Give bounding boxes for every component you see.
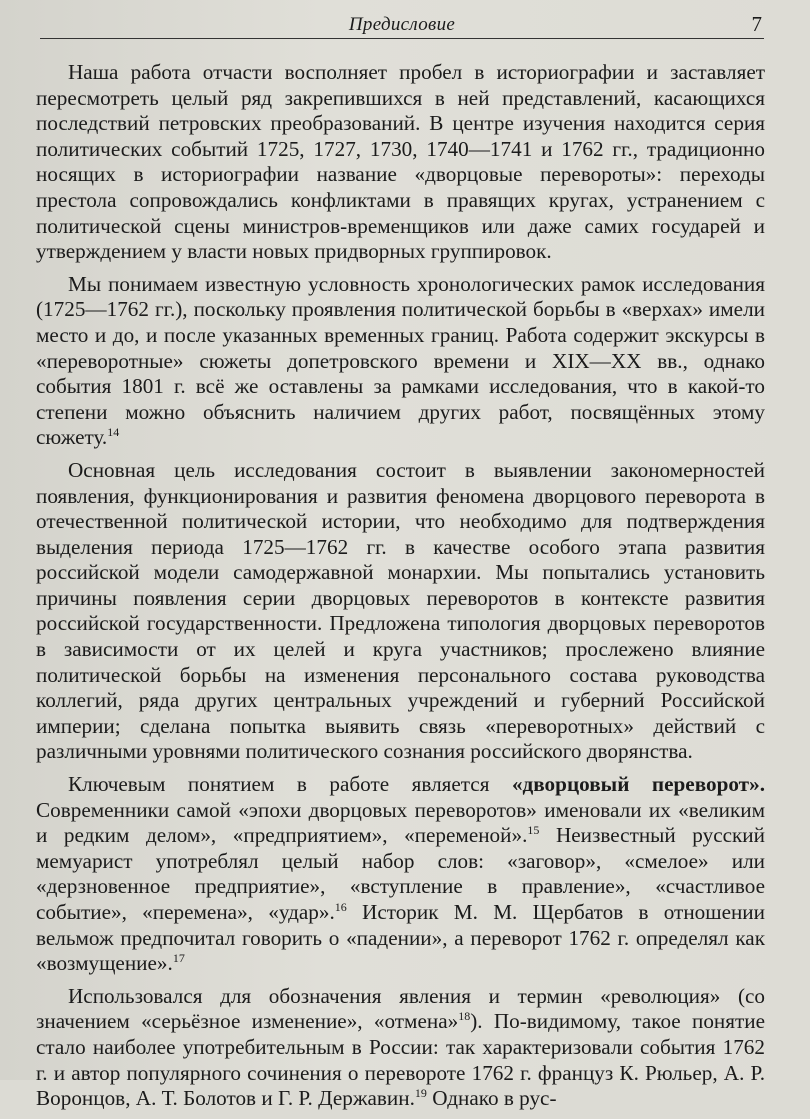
paragraph-text: ). По-видимому, такое понятие стало наиболее употребительным в России: так характеризовали события 1762 г. и автор популярного сочинения о перевороте 1762 г. француз К. Рюльер, А. Р. Воронцов, А. Т. Болотов и Г. Р. Державин. (36, 1009, 765, 1111)
footnote-ref[interactable]: 14 (107, 425, 120, 440)
paragraph-5 (36, 984, 765, 1112)
page-number: 7 (751, 12, 762, 36)
paragraph-text: Основная цель исследования состоит в выявлении закономерностей появления, функционирования и развития феномена дворцового переворота в отечественной политической истории, что необходимо для подтверждения выделения периода 1725—1762 гг. в качестве особого этапа развития российской модели самодержавной монархии. Мы попытались установить причины появления серии дворцовых переворотов в контексте развития российской государственности. Предложена типология дворцовых переворотов в зависимости от их целей и круга участников; прослежено влияние политической борьбы на изменения персонального состава руководства коллегий, ряда других центральных учреждений и губерний Российской империи; сделана попытка выявить связь «переворотных» действий с различными уровнями политического сознания российского дворянства. (36, 457, 765, 764)
footnote-ref[interactable]: 18 (458, 1009, 471, 1024)
running-header (40, 12, 764, 39)
key-term: «дворцовый переворот». (511, 772, 765, 797)
paragraph-text: Однако в рус- (426, 1086, 557, 1111)
footnote-ref[interactable]: 15 (527, 823, 540, 838)
paragraph-text: Современники самой «эпохи дворцовых переворотов» именовали их «великим и редким делом», «предприятием», «переменой». (36, 797, 765, 848)
paragraph-3 (36, 458, 765, 765)
footnote-ref[interactable]: 19 (414, 1086, 427, 1101)
paragraph-text: Ключевым понятием в работе является (68, 772, 512, 797)
paragraph-1 (36, 60, 765, 265)
chapter-title: Предисловие (348, 14, 456, 35)
footnote-ref[interactable]: 17 (172, 951, 185, 966)
footnote-ref[interactable]: 16 (334, 900, 347, 914)
paragraph-4 (36, 772, 765, 977)
paragraph-text: Использовался для обозначения явления и термин «революция» (со значением «серьёзное изменение», «отмена» (36, 983, 765, 1034)
body-text (36, 60, 765, 1119)
paragraph-text: Неизвестный русский мемуарист употреблял целый набор слов: «заговор», «смелое» или «дерзновенное предприятие», «вступление в правление», «счастливое событие», «перемена», «удар». (36, 823, 765, 924)
paragraph-2 (36, 272, 765, 451)
paragraph-text: Историк М. М. Щербатов в отношении вельмож предпочитал говорить о «падении», а переворот 1762 г. определял как «возмущение». (36, 900, 765, 976)
paragraph-text: Мы понимаем известную условность хронологических рамок исследования (1725—1762 гг.), поскольку проявления политической борьбы в «верхах» имели место и до, и после указанных временных границ. Работа содержит экскурсы в «переворотные» сюжеты допетровского времени и XIX—XX вв., однако события 1801 г. всё же оставлены за рамками исследования, что в какой-то степени можно объяснить наличием других работ, посвящённых этому сюжету. (36, 271, 765, 450)
paragraph-text: Наша работа отчасти восполняет пробел в историографии и заставляет пересмотреть целый ряд закрепившихся в ней представлений, касающихся последствий петровских преобразований. В центре изучения находится серия политических событий 1725, 1727, 1730, 1740—1741 и 1762 гг., традиционно носящих в историографии название «дворцовые перевороты»: переходы престола сопровождались конфликтами в правящих кругах, устранением с политической сцены министров-временщиков или даже самих государей и утверждением у власти новых придворных группировок. (36, 60, 765, 264)
